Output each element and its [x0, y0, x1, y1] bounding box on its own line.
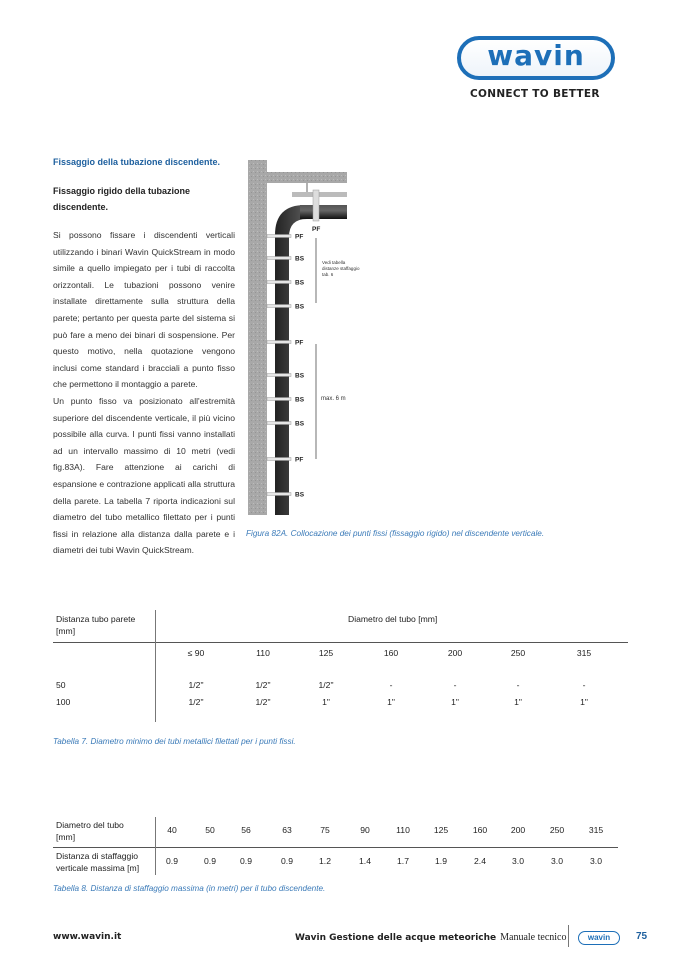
table-cell: 1"	[580, 697, 588, 707]
column-header: 110	[256, 648, 270, 658]
pipe-clamp	[267, 458, 291, 461]
table-cell: 1.7	[397, 856, 409, 866]
row-header-line: Distanza tubo parete	[56, 614, 136, 624]
row-label	[56, 850, 139, 874]
pipe-clamp	[267, 493, 291, 496]
row-label-line: verticale massima [m]	[56, 863, 140, 873]
table-cell: 125	[433, 825, 449, 835]
pipe-clamp	[267, 257, 291, 260]
tagline: CONNECT TO BETTER	[470, 88, 600, 100]
clamp-label: PF	[295, 339, 304, 347]
top-clamp	[313, 190, 319, 221]
row-header-line: [mm]	[56, 626, 76, 636]
table-cell: 1"	[451, 697, 459, 707]
table-cell: 75	[320, 825, 330, 835]
row-label-line: Diametro del tubo	[56, 820, 124, 830]
table-cell: 1.4	[359, 856, 371, 866]
table-cell: 56	[241, 825, 251, 835]
row-label	[56, 819, 124, 843]
row-label-line: Distanza di staffaggio	[56, 851, 139, 861]
table-7-caption: Tabella 7. Diametro minimo dei tubi metallici filettati per i punti fissi.	[53, 737, 296, 746]
logo-text: wavin	[487, 39, 585, 72]
footer-logo: wavin	[578, 931, 620, 945]
section-title: Fissaggio della tubazione discendente.	[53, 157, 221, 167]
pipe-clamp	[267, 235, 291, 238]
table-cell: 0.9	[166, 856, 178, 866]
divider	[53, 847, 618, 848]
table-cell: 1.2	[319, 856, 331, 866]
top-pf-label: PF	[312, 226, 321, 233]
table-7	[53, 610, 628, 725]
table-cell: 1/2"	[188, 680, 204, 690]
table-cell: 315	[588, 825, 604, 835]
table-cell: 0.9	[240, 856, 252, 866]
note-line: Vedi tabella	[322, 260, 346, 265]
table-cell: 2.4	[474, 856, 486, 866]
column-header: ≤ 90	[187, 648, 205, 658]
downpipe-figure	[240, 150, 600, 530]
table-cell: 1/2"	[255, 680, 271, 690]
table-cell: -	[453, 680, 457, 690]
ceiling-slab	[267, 172, 347, 183]
table-cell: 1/2"	[255, 697, 271, 707]
pipe-clamp	[267, 341, 291, 344]
table-cell: 40	[167, 825, 177, 835]
note-line: tab. 6	[322, 272, 334, 277]
pipe-clamp	[267, 374, 291, 377]
dimension-arrow-1	[316, 238, 360, 303]
footer-title-bold: Wavin Gestione delle acque meteoriche	[295, 933, 497, 943]
divider	[155, 817, 156, 875]
dimension-arrow-2	[316, 344, 346, 459]
footer-url[interactable]: www.wavin.it	[53, 932, 122, 942]
column-header: 125	[318, 648, 334, 658]
table-cell: 1.9	[435, 856, 447, 866]
max-distance-note: max. 6 m	[321, 396, 346, 402]
table-cell: 3.0	[512, 856, 524, 866]
column-header: 160	[383, 648, 399, 658]
row-label: 100	[56, 697, 71, 707]
pipe-elbow	[275, 205, 347, 515]
paragraph: Si possono fissare i discendenti verticali utilizzando i binari Wavin QuickStream in modo simile a quello impiegato per i tubi di raccolta orizzontali. Le tubazioni possono venire installate direttamente sulla struttura della parete; pertanto per questa parte del sistema si può fare a meno dei binari di sospensione. Per questo motivo, nella quotazione vengono inclusi come standard i bracciali a punto fisso che permettono il montaggio a parete.	[53, 230, 235, 390]
table-cell: -	[516, 680, 520, 690]
table-8	[53, 815, 618, 875]
page-number: 75	[636, 931, 648, 942]
table-cell: -	[582, 680, 586, 690]
clamp-label: BS	[295, 255, 305, 263]
clamp-label: BS	[295, 303, 305, 311]
table-cell: 1"	[387, 697, 395, 707]
column-group-header: Diametro del tubo [mm]	[348, 614, 438, 624]
clamp-label: PF	[295, 233, 304, 241]
clamp-label: BS	[295, 420, 305, 428]
row-header	[56, 613, 135, 637]
pipe-clamp	[267, 422, 291, 425]
column-header: 315	[576, 648, 592, 658]
wavin-logo	[457, 36, 615, 80]
footer-title-regular: Manuale tecnico	[500, 932, 567, 943]
clamp-label: BS	[295, 491, 305, 499]
table-cell: 3.0	[590, 856, 602, 866]
table-cell: 160	[472, 825, 488, 835]
figure-caption: Figura 82A. Collocazione dei punti fissi (fissaggio rigido) nel discendente verticale.	[246, 529, 545, 538]
table-cell: 1"	[322, 697, 330, 707]
column-header: 200	[447, 648, 463, 658]
pipe-clamp	[267, 281, 291, 284]
table-cell: 50	[205, 825, 215, 835]
column-header: 250	[510, 648, 526, 658]
subsection-title: Fissaggio rigido della tubazione discendente.	[53, 186, 191, 212]
table-cell: 200	[510, 825, 526, 835]
paragraph: Un punto fisso va posizionato all'estremità superiore del discendente verticale, il più vicino possibile alla curva. I punti fissi vanno installati ad un intervallo massimo di 10 metri (vedi fig.83A). Fare attenzione ai carichi di espansione e contrazione applicati alla struttura della parete. La tabella 7 riporta indicazioni sul diametro del tubo metallico filettato per i punti fissi in relazione alla distanza dalla parete e i diametri dei tubi Wavin QuickStream.	[53, 395, 235, 556]
table-cell: 1/2"	[188, 697, 204, 707]
table-cell: 63	[282, 825, 292, 835]
footer-divider	[568, 925, 569, 947]
table-cell: 250	[549, 825, 565, 835]
table-cell: 3.0	[551, 856, 563, 866]
clamp-label: BS	[295, 396, 305, 404]
table-cell: 110	[396, 825, 410, 835]
footer-title	[295, 932, 566, 943]
pipe-clamp	[267, 398, 291, 401]
divider	[53, 642, 628, 643]
body-text	[53, 227, 235, 559]
table-cell: 1"	[514, 697, 522, 707]
divider	[155, 610, 156, 722]
clamp-label: BS	[295, 279, 305, 287]
table-cell: 0.9	[281, 856, 293, 866]
table-8-caption: Tabella 8. Distanza di staffaggio massima (in metri) per il tubo discendente.	[53, 884, 326, 893]
wall	[248, 160, 267, 515]
row-label-line: [mm]	[56, 832, 76, 842]
hanger-rail	[292, 192, 347, 197]
table-cell: 90	[360, 825, 370, 835]
table-cell: -	[389, 680, 393, 690]
pipe-clamp	[267, 305, 291, 308]
table-cell: 0.9	[204, 856, 216, 866]
table-cell: 1/2"	[318, 680, 334, 690]
clamp-label: PF	[295, 456, 304, 464]
clamp-label: BS	[295, 372, 305, 380]
note-line: distanze staffaggio	[322, 266, 360, 271]
row-label: 50	[56, 680, 66, 690]
